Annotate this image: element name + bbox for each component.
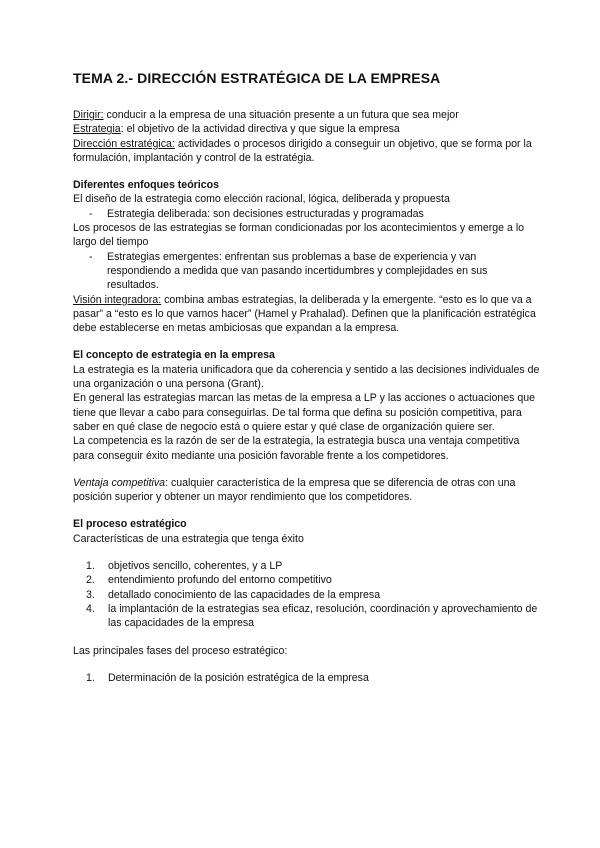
definition-term: Dirección estratégica: [73, 137, 175, 150]
paragraph: Características de una estrategia que tenga éxito [73, 532, 304, 545]
definition-direccion [73, 137, 540, 166]
list-item [89, 207, 540, 221]
numbered-list [73, 671, 540, 685]
page-title: TEMA 2.- DIRECCIÓN ESTRATÉGICA DE LA EMPRESA [73, 70, 441, 86]
list-number: 1. [86, 671, 95, 684]
list-item [86, 559, 540, 573]
list-item-text: Estrategias emergentes: enfrentan sus problemas a base de experiencia y van respondiendo a medida que van pasando incertidumbres y complejidades en sus resultados. [107, 250, 488, 292]
list-item [89, 250, 540, 293]
definition-dirigir [73, 108, 540, 122]
definition-estrategia [73, 122, 540, 136]
paragraph: La estrategia es la materia unificadora que da coherencia y sentido a las decisiones individuales de una organización o una persona (Grant). [73, 363, 540, 391]
ventaja-term: Ventaja competitiva [73, 476, 166, 489]
list-item-text: entendimiento profundo del entorno competitivo [108, 574, 332, 587]
list-number: 1. [86, 560, 95, 573]
paragraph: La competencia es la razón de ser de la estrategia, la estrategia busca una ventaja competitiva para conseguir éxito mediante una posición favorable frente a los competidores. [73, 435, 520, 462]
paragraph: El diseño de la estrategia como elección racional, lógica, deliberada y propuesta [73, 193, 450, 206]
list-number: 4. [86, 602, 95, 615]
list-item-text: Determinación de la posición estratégica de la empresa [108, 671, 369, 684]
definition-term: Dirigir: [73, 109, 104, 121]
vision-term: Visión integradora: [73, 293, 162, 306]
list-item [86, 671, 540, 685]
dash-marker: - [89, 207, 93, 220]
ventaja-text: : cualquier característica de la empresa que se diferencia de otras con una posición superior y obtener un mayor rendimiento que los competidores. [73, 476, 516, 504]
list-item-text: detallado conocimiento de las capacidades de la empresa [108, 588, 381, 601]
list-item-text: la implantación de la estrategias sea eficaz, resolución, coordinación y aprovechamiento de las capacidades de la empresa [108, 602, 538, 630]
list-item-text: objetivos sencillo, coherentes, y a LP [108, 560, 283, 573]
paragraph: Las principales fases del proceso estratégico: [73, 644, 288, 657]
definition-term: Estrategia [73, 123, 121, 136]
definition-text: conducir a la empresa de una situación presente a un futura que sea mejor [103, 109, 459, 121]
definition-text: actividades o procesos dirigido a conseguir un objetivo, que se forma por la formulación, implantación y control de la estratégia. [73, 137, 532, 164]
section-heading-concepto: El concepto de estrategia en la empresa [73, 349, 275, 362]
numbered-list [73, 559, 540, 630]
section-heading-enfoques: Diferentes enfoques teóricos [73, 179, 219, 192]
section-heading-proceso: El proceso estratégico [73, 518, 187, 531]
paragraph: En general las estrategias marcan las metas de la empresa a LP y las acciones o actuaciones que tiene que llevar a cabo para conseguirlas. De tal forma que defina su posición competitiva, para saber en qué clase de negocio está o quiere estar y qué clase de organización quiere ser. [73, 392, 536, 433]
list-number: 3. [86, 588, 95, 601]
paragraph-vision-integradora [73, 293, 540, 336]
vision-text: combina ambas estrategias, la deliberada y la emergente. “esto es lo que va a pasar” a “esto es lo que vamos hacer” (Hamel y Prahalad). Definen que la planificación estratégica debe establecerse en metas ambiciosas que expandan a la empresa. [73, 293, 536, 335]
list-number: 2. [86, 574, 95, 587]
definition-text: : el objetivo de la actividad directiva y que sigue la empresa [120, 123, 400, 136]
list-item [86, 588, 540, 602]
paragraph: Los procesos de las estrategias se forman condicionadas por los acontecimientos y emerge a lo largo del tiempo [73, 222, 525, 249]
dash-marker: - [89, 250, 93, 263]
paragraph-ventaja-competitiva [73, 476, 540, 505]
list-item [86, 573, 540, 587]
list-item-text: Estrategia deliberada: son decisiones estructuradas y programadas [107, 207, 424, 220]
list-item [86, 602, 540, 631]
